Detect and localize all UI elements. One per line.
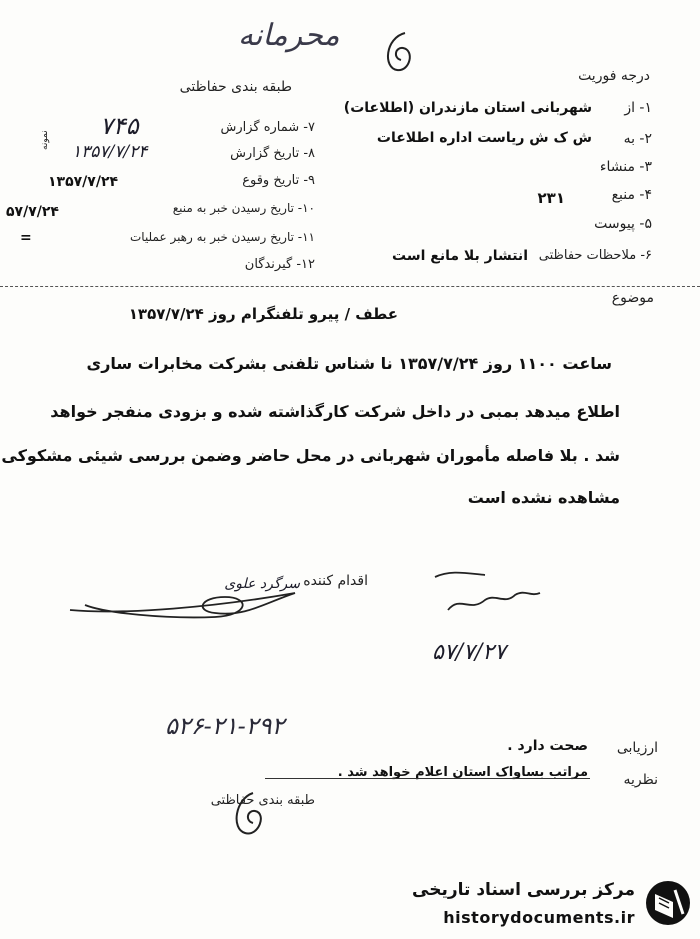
- action-by-name: سرگرد علوی: [224, 576, 300, 592]
- subject-value: عطف / پیرو تلفنگرام روز ۱۳۵۷/۷/۲۴: [128, 305, 398, 323]
- evaluation-value: صحت دارد .: [507, 738, 588, 754]
- body-line: اطلاع میدهد بمبی در داخل شرکت کارگذاشته شده و بزودی منفجر خواهد: [50, 402, 620, 421]
- field-news-to-leader-value: =: [20, 230, 32, 246]
- field-security-notes-label: ۶- ملاحظات حفاظتی: [538, 248, 652, 263]
- body-line: شد . بلا فاصله مأموران شهربانی در محل حاضر وضمن بررسی شیئی مشکوکی: [1, 446, 620, 465]
- field-report-date-value: ۱۳۵۷/۷/۲۴: [72, 142, 148, 162]
- security-class-label: طبقه بندی حفاظتی: [179, 79, 292, 95]
- archive-number: ۵۲۶-۲۱-۲۹۲: [165, 712, 285, 740]
- field-to-value: ش ک ش ریاست اداره اطلاعات: [376, 130, 592, 146]
- field-to-label: ۲- به: [623, 131, 652, 147]
- watermark-name: مرکز بررسی اسناد تاریخی: [412, 880, 635, 900]
- field-origin-label: ۳- منشاء: [599, 159, 652, 175]
- field-report-date-label: ۸- تاریخ گزارش: [230, 146, 315, 161]
- signature-left: [65, 575, 315, 625]
- field-occurrence-date-value: ۱۳۵۷/۷/۲۴: [48, 174, 119, 190]
- action-by-label: اقدام کننده: [303, 573, 368, 589]
- watermark: [405, 866, 700, 939]
- opinion-value: مراتب بساواک استان اعلام خواهد شد .: [337, 765, 588, 780]
- signature-right: [430, 565, 550, 625]
- body-line: ساعت ۱۱۰۰ روز ۱۳۵۷/۷/۲۴ نا شناس تلفنی بشرکت مخابرات ساری: [86, 354, 612, 373]
- side-note: نمونه: [40, 130, 50, 150]
- field-report-number-value: ۷۴۵: [100, 112, 139, 140]
- handwritten-mark-top: [375, 28, 425, 78]
- field-occurrence-date-label: ۹- تاریخ وقوع: [242, 173, 315, 188]
- classification-mark: محرمانه: [238, 18, 340, 53]
- field-from-label: ۱- از: [624, 100, 652, 116]
- header-divider: [0, 286, 700, 287]
- archive-logo-icon: [643, 878, 693, 928]
- handwritten-date: ۵۷/۷/۲۷: [432, 640, 506, 665]
- field-report-number-label: ۷- شماره گزارش: [220, 120, 315, 135]
- field-source-value: ۲۳۱: [537, 189, 565, 207]
- handwritten-mark-bottom: [225, 785, 275, 845]
- evaluation-label: ارزیابی: [616, 740, 658, 756]
- urgency-label: درجه فوریت: [578, 68, 650, 84]
- field-from-value: شهربانی استان مازندران (اطلاعات): [343, 100, 592, 116]
- footer-security-class-label: طبقه بندی حفاظتی: [210, 793, 315, 808]
- footer-underline: [265, 778, 590, 779]
- opinion-label: نظریه: [623, 772, 658, 788]
- field-attachment-label: ۵- پیوست: [594, 216, 652, 232]
- field-recipients-label: ۱۲- گیرندگان: [244, 257, 315, 272]
- field-news-to-leader-label: ۱۱- تاریخ رسیدن خبر به رهبر عملیات: [129, 230, 315, 244]
- field-news-to-source-label: ۱۰- تاریخ رسیدن خبر به منبع: [172, 201, 315, 215]
- field-news-to-source-value: ۵۷/۷/۲۴: [6, 204, 59, 220]
- watermark-url: historydocuments.ir: [443, 908, 635, 927]
- field-source-label: ۴- منبع: [611, 187, 652, 203]
- subject-label: موضوع: [611, 290, 654, 306]
- body-line: مشاهده نشده است: [467, 488, 620, 507]
- field-security-notes-value: انتشار بلا مانع است: [392, 248, 528, 264]
